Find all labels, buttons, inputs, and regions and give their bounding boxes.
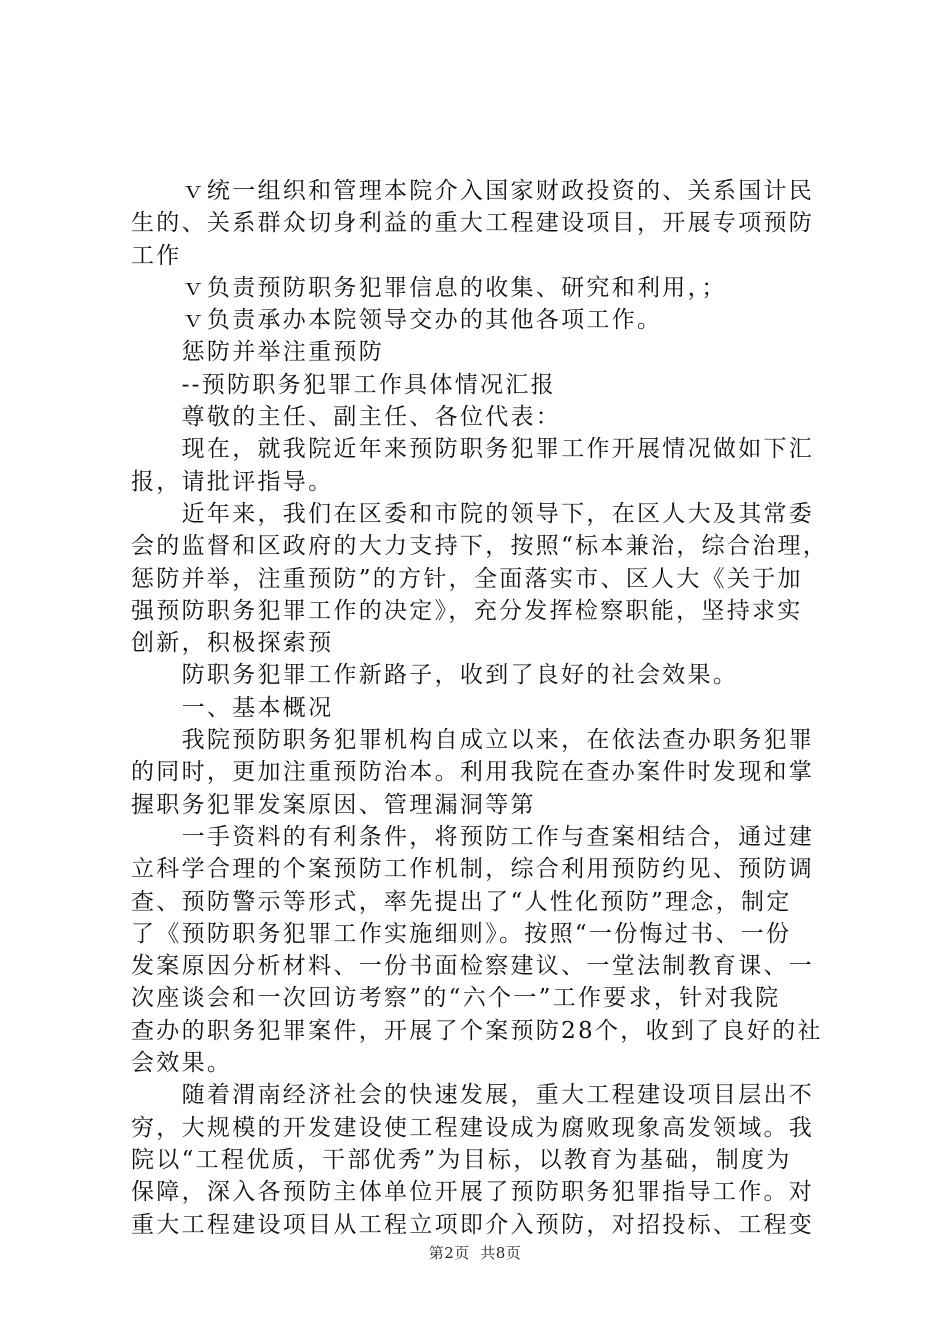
text-line: 尊敬的主任、副主任、各位代表： xyxy=(131,404,562,431)
text-line: 创新，积极探索预 xyxy=(131,630,334,657)
text-line: 重大工程建设项目从工程立项即介入预防，对招投标、工程变 xyxy=(131,1211,815,1238)
text-line: 查办的职务犯罪案件，开展了个案预防28个，收到了良好的社 xyxy=(131,1017,823,1044)
text-line: 工作 xyxy=(131,242,182,269)
text-line: ｖ负责承办本院领导交办的其他各项工作。 xyxy=(131,307,663,334)
text-line: ｖ负责预防职务犯罪信息的收集、研究和利用，； xyxy=(131,274,727,301)
text-line: 我院预防职务犯罪机构自成立以来，在依法查办职务犯罪 xyxy=(131,727,815,754)
text-line: 一、基本概况 xyxy=(131,694,334,721)
text-line: 防职务犯罪工作新路子，收到了良好的社会效果。 xyxy=(131,662,739,689)
text-line: 保障，深入各预防主体单位开展了预防职务犯罪指导工作。对 xyxy=(131,1179,815,1206)
text-line: 现在，就我院近年来预防职务犯罪工作开展情况做如下汇 xyxy=(131,436,815,463)
text-line: 近年来，我们在区委和市院的领导下，在区人大及其常委 xyxy=(131,500,815,527)
text-line: 惩防并举，注重预防”的方针，全面落实市、区人大《关于加 xyxy=(131,565,803,592)
text-line: 握职务犯罪发案原因、管理漏洞等第 xyxy=(131,791,536,818)
text-line: ｖ统一组织和管理本院介入国家财政投资的、关系国计民 xyxy=(131,178,815,204)
text-line: 生的、关系群众切身利益的重大工程建设项目，开展专项预防 xyxy=(131,210,815,237)
page-footer: 第2页 共8页 xyxy=(428,1244,522,1262)
text-line: 次座谈会和一次回访考察”的“六个一”工作要求，针对我院 xyxy=(131,985,781,1012)
text-line: 发案原因分析材料、一份书面检察建议、一堂法制教育课、一 xyxy=(131,953,815,980)
text-line: --预防职务犯罪工作具体情况汇报 xyxy=(131,371,556,398)
document-body xyxy=(131,175,831,1241)
text-line: 查、预防警示等形式，率先提出了“人性化预防”理念，制定 xyxy=(131,888,792,915)
text-line: 的同时，更加注重预防治本。利用我院在查办案件时发现和掌 xyxy=(131,759,815,786)
text-line: 立科学合理的个案预防工作机制，综合利用预防约见、预防调 xyxy=(131,856,815,883)
text-line: 了《预防职务犯罪工作实施细则》。按照“一份悔过书、一份 xyxy=(131,920,792,947)
text-line: 会的监督和区政府的大力支持下，按照“标本兼治，综合治理， xyxy=(131,533,829,560)
text-line: 报，请批评指导。 xyxy=(131,468,334,495)
text-line: 穷，大规模的开发建设使工程建设成为腐败现象高发领域。我 xyxy=(131,1114,815,1141)
text-line: 会效果。 xyxy=(131,1050,233,1077)
text-line: 随着渭南经济社会的快速发展，重大工程建设项目层出不 xyxy=(131,1082,815,1109)
text-line: 强预防职务犯罪工作的决定》，充分发挥检察职能，坚持求实 xyxy=(131,597,803,624)
text-line: 院以“工程优质，干部优秀”为目标，以教育为基础，制度为 xyxy=(131,1146,792,1173)
text-line: 一手资料的有利条件，将预防工作与查案相结合，通过建 xyxy=(131,823,815,850)
text-line: 惩防并举注重预防 xyxy=(131,339,384,366)
